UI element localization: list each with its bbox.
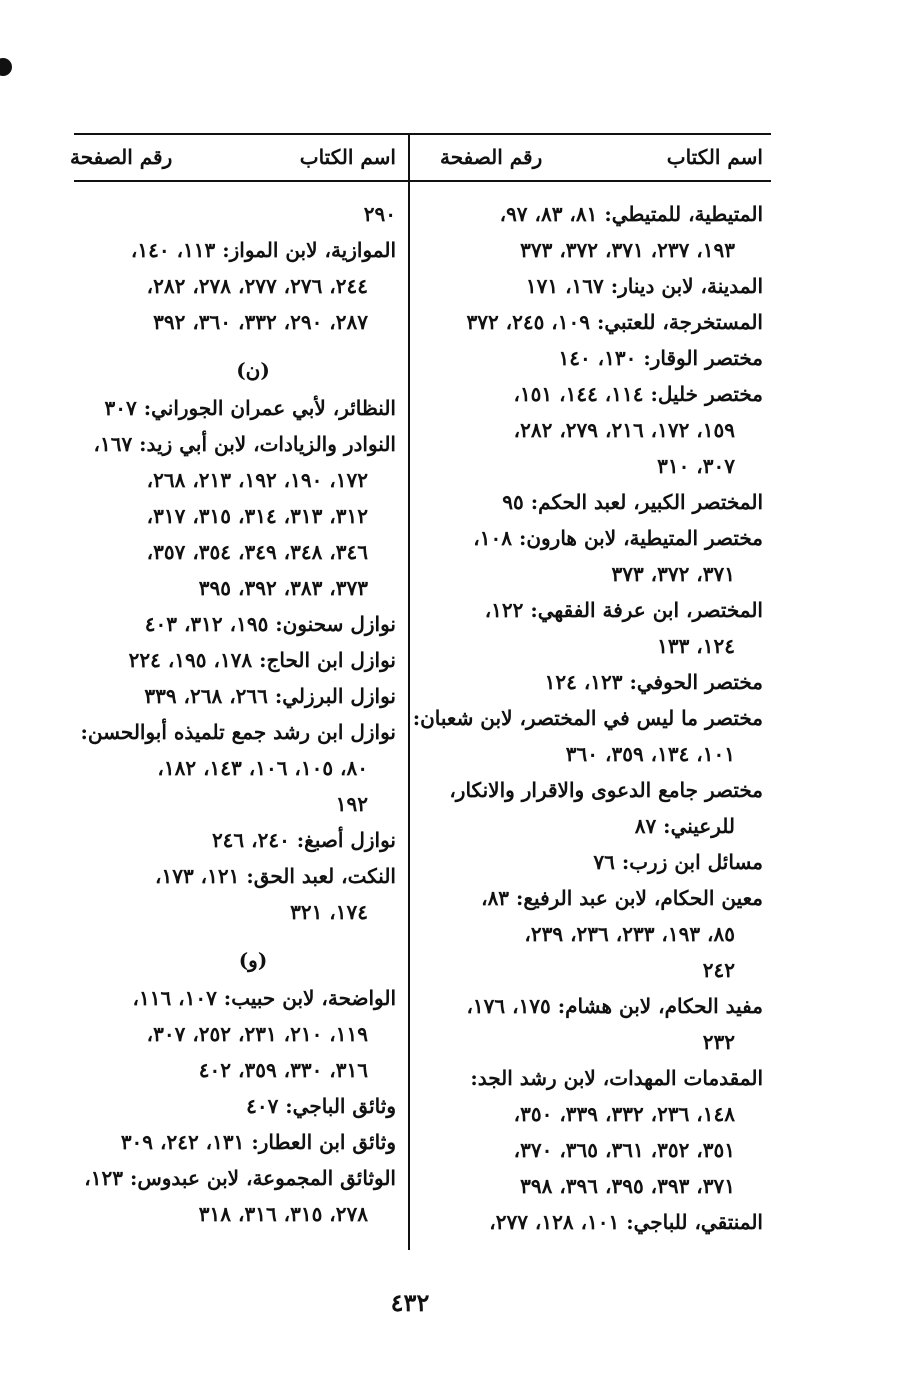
index-entry xyxy=(440,664,763,700)
entry-pages-line: للرعيني: ٨٧ xyxy=(634,814,735,838)
entry-pages-line: ٣١٦، ٣٣٠، ٣٥٩، ٤٠٢ xyxy=(198,1058,368,1082)
index-entry xyxy=(70,1088,396,1124)
entry-pages-line: ١١٩، ٢١٠، ٢٣١، ٢٥٢، ٣٠٧، xyxy=(146,1022,368,1046)
entry-pages-line: ١٠١، ١٣٤، ٣٥٩، ٣٦٠ xyxy=(565,742,735,766)
right-column-header xyxy=(440,134,763,180)
entry-pages-line: ٣٧٣، ٣٨٣، ٣٩٢، ٣٩٥ xyxy=(198,576,368,600)
entry-title-line: مختصر الحوفي: ١٢٣، ١٢٤ xyxy=(544,670,763,694)
index-entry xyxy=(70,1160,396,1232)
left-entries xyxy=(70,196,396,1232)
index-entry xyxy=(412,700,763,772)
entry-title-line: الوثائق المجموعة، لابن عبدوس: ١٢٣، xyxy=(84,1166,396,1190)
entry-pages-line: ٢٤٢ xyxy=(702,958,735,982)
entry-pages-line: ١٢٤، ١٣٣ xyxy=(657,634,735,658)
entry-title-line: مختصر الوقار: ١٣٠، ١٤٠ xyxy=(558,346,763,370)
entry-title-line: نوازل سحنون: ١٩٥، ٣١٢، ٤٠٣ xyxy=(144,612,396,636)
index-entry xyxy=(440,592,763,664)
index-entry xyxy=(70,196,396,232)
left-column xyxy=(70,134,396,1232)
entry-pages-line: ٢٨٧، ٢٩٠، ٣٣٢، ٣٦٠، ٣٩٢ xyxy=(153,310,368,334)
entry-title-line: المنتقي، للباجي: ١٠١، ١٢٨، ٢٧٧، xyxy=(489,1210,763,1234)
index-entry xyxy=(70,1124,396,1160)
entry-title-line: النكت، لعبد الحق: ١٢١، ١٧٣، xyxy=(155,864,396,888)
page-number-header: رقم الصفحة xyxy=(70,145,173,169)
entry-pages-line: ١٧٤، ٣٢١ xyxy=(290,900,368,924)
index-entry xyxy=(70,642,396,678)
index-entry xyxy=(70,678,396,714)
entries-group-3 xyxy=(70,980,396,1232)
index-entry xyxy=(440,340,763,376)
index-entry xyxy=(440,484,763,520)
entry-title-line: نوازل ابن رشد جمع تلميذه أبوالحسن: xyxy=(80,720,396,744)
entry-title-line: المقدمات المهدات، لابن رشد الجد: xyxy=(470,1066,763,1090)
index-entry xyxy=(70,858,396,930)
right-entries xyxy=(412,196,763,1240)
index-entry xyxy=(70,232,396,340)
page-number-header: رقم الصفحة xyxy=(440,145,543,169)
index-entry xyxy=(70,714,396,822)
index-entry xyxy=(70,980,396,1088)
page-number: ٤٣٢ xyxy=(390,1288,430,1317)
index-entry xyxy=(440,880,763,988)
entry-title-line: وثائق ابن العطار: ١٣١، ٢٤٢، ٣٠٩ xyxy=(120,1130,396,1154)
entry-title-line: وثائق الباجي: ٤٠٧ xyxy=(246,1094,396,1118)
entry-title-line: ٢٩٠ xyxy=(363,202,396,226)
index-entry xyxy=(440,520,763,592)
index-entry xyxy=(440,1060,763,1204)
entry-title-line: معين الحكام، لابن عبد الرفيع: ٨٣، xyxy=(481,886,763,910)
index-entry xyxy=(70,822,396,858)
entry-pages-line: ٢٣٢ xyxy=(702,1030,735,1054)
entry-pages-line: ١٩٣، ٢٣٧، ٣٧١، ٣٧٢، ٣٧٣ xyxy=(520,238,735,262)
entry-pages-line: ٣٤٦، ٣٤٨، ٣٤٩، ٣٥٤، ٣٥٧، xyxy=(146,540,368,564)
entry-title-line: النوادر والزيادات، لابن أبي زيد: ١٦٧، xyxy=(93,432,396,456)
continuation-entry xyxy=(70,196,396,232)
entry-title-line: الموازية، لابن المواز: ١١٣، ١٤٠، xyxy=(130,238,396,262)
entry-title-line: مختصر جامع الدعوى والاقرار والانكار، xyxy=(449,778,763,802)
entry-pages-line: ٨٥، ١٩٣، ٢٣٣، ٢٣٦، ٢٣٩، xyxy=(524,922,735,946)
index-entry xyxy=(440,304,763,340)
book-name-header: اسم الكتاب xyxy=(666,145,763,169)
column-divider xyxy=(408,133,410,1250)
entry-title-line: المختصر، ابن عرفة الفقهي: ١٢٢، xyxy=(484,598,763,622)
entry-pages-line: ١٧٢، ١٩٠، ١٩٢، ٢١٣، ٢٦٨، xyxy=(146,468,368,492)
entry-title-line: نوازل أصبغ: ٢٤٠، ٢٤٦ xyxy=(211,828,396,852)
entry-title-line: المستخرجة، للعتبي: ١٠٩، ٢٤٥، ٣٧٢ xyxy=(466,310,763,334)
entry-title-line: نوازل ابن الحاج: ١٧٨، ١٩٥، ٢٢٤ xyxy=(128,648,396,672)
index-entry xyxy=(440,772,763,844)
index-entry xyxy=(70,606,396,642)
entry-title-line: مختصر خليل: ١١٤، ١٤٤، ١٥١، xyxy=(513,382,763,406)
entries-group-2 xyxy=(70,390,396,930)
index-entry xyxy=(440,844,763,880)
entry-pages-line: ٢٧٨، ٣١٥، ٣١٦، ٣١٨ xyxy=(198,1202,368,1226)
entry-title-line: الواضحة، لابن حبيب: ١٠٧، ١١٦، xyxy=(132,986,396,1010)
index-entry xyxy=(440,988,763,1060)
section-letter-nun: (ن) xyxy=(236,358,270,382)
entry-title-line: مفيد الحكام، لابن هشام: ١٧٥، ١٧٦، xyxy=(466,994,763,1018)
entry-title-line: المدينة، لابن دينار: ١٦٧، ١٧١ xyxy=(525,274,763,298)
entry-title-line: نوازل البرزلي: ٢٦٦، ٢٦٨، ٣٣٩ xyxy=(144,684,396,708)
entry-title-line: مختصر المتيطية، لابن هارون: ١٠٨، xyxy=(473,526,763,550)
index-entry xyxy=(440,196,763,268)
entry-title-line: مختصر ما ليس في المختصر، لابن شعبان: xyxy=(412,706,763,730)
entry-pages-line: ٣٧١، ٣٩٣، ٣٩٥، ٣٩٦، ٣٩٨ xyxy=(520,1174,735,1198)
entry-pages-line: ٣٠٧، ٣١٠ xyxy=(657,454,735,478)
entry-title-line: مسائل ابن زرب: ٧٦ xyxy=(593,850,763,874)
book-name-header: اسم الكتاب xyxy=(299,145,396,169)
index-entry xyxy=(70,390,396,426)
entry-pages-line: ٢٤٤، ٢٧٦، ٢٧٧، ٢٧٨، ٢٨٢، xyxy=(146,274,368,298)
entries-group-1 xyxy=(70,232,396,340)
entry-pages-line: ١٩٢ xyxy=(335,792,368,816)
index-entry xyxy=(440,376,763,484)
entry-title-line: النظائر، لأبي عمران الجوراني: ٣٠٧ xyxy=(104,396,396,420)
entry-pages-line: ٣١٢، ٣١٣، ٣١٤، ٣١٥، ٣١٧، xyxy=(146,504,368,528)
right-column xyxy=(412,134,763,1240)
left-column-header xyxy=(70,134,396,180)
entry-pages-line: ٨٠، ١٠٥، ١٠٦، ١٤٣، ١٨٢، xyxy=(157,756,368,780)
index-entry xyxy=(440,268,763,304)
index-entry xyxy=(440,1204,763,1240)
entry-pages-line: ٣٥١، ٣٥٢، ٣٦١، ٣٦٥، ٣٧٠، xyxy=(513,1138,735,1162)
index-entry xyxy=(70,426,396,606)
ink-dot xyxy=(0,58,12,76)
entry-title-line: المختصر الكبير، لعبد الحكم: ٩٥ xyxy=(502,490,763,514)
entry-title-line: المتيطية، للمتيطي: ٨١، ٨٣، ٩٧، xyxy=(499,202,763,226)
entry-pages-line: ٣٧١، ٣٧٢، ٣٧٣ xyxy=(611,562,735,586)
entry-pages-line: ١٤٨، ٢٣٦، ٣٣٢، ٣٣٩، ٣٥٠، xyxy=(513,1102,735,1126)
section-letter-waw: (و) xyxy=(238,948,268,972)
entry-pages-line: ١٥٩، ١٧٢، ٢١٦، ٢٧٩، ٢٨٢، xyxy=(513,418,735,442)
